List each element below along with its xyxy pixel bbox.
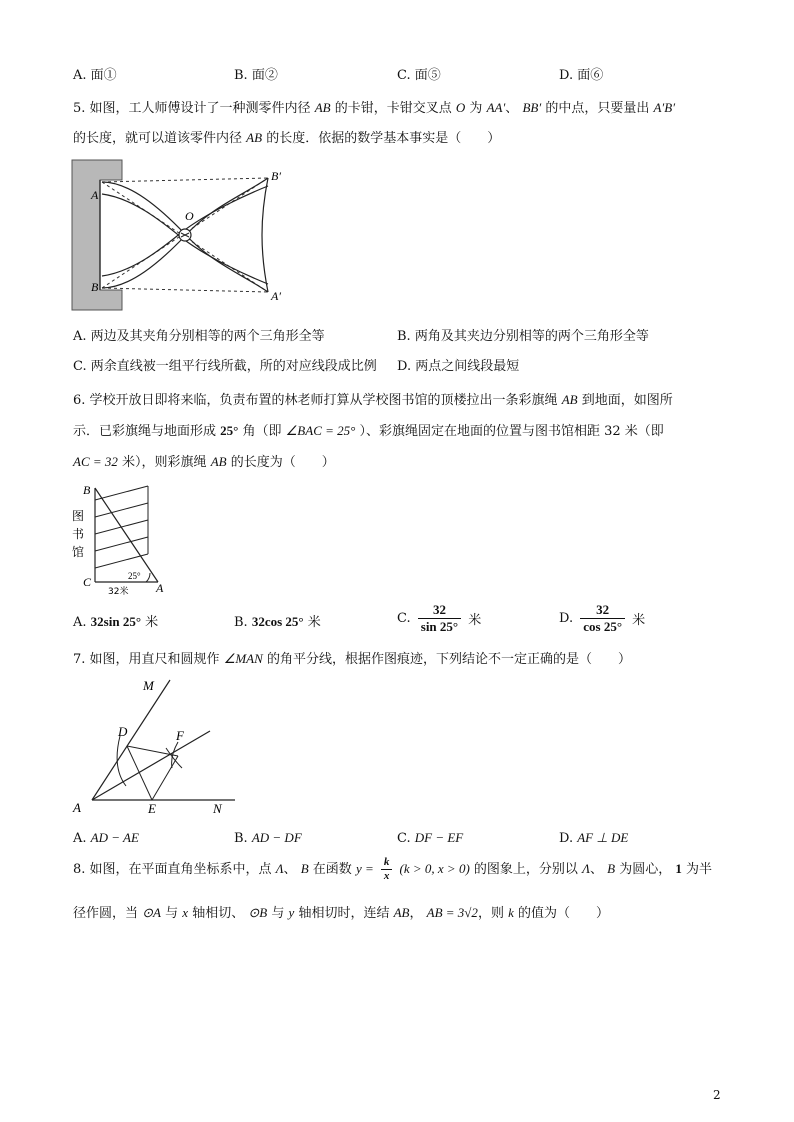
math: BB′ bbox=[522, 100, 542, 115]
hatch-2 bbox=[95, 503, 148, 517]
text: 为半 bbox=[685, 862, 712, 877]
hatch-4 bbox=[95, 537, 148, 551]
label-A-prime: A′ bbox=[271, 289, 281, 303]
math: B bbox=[607, 861, 616, 876]
angle-arc bbox=[146, 573, 150, 582]
unit: 米 bbox=[632, 613, 646, 628]
text: 的卡钳，卡钳交叉点 bbox=[334, 101, 452, 116]
label-D: D bbox=[118, 724, 128, 739]
label: D. bbox=[559, 831, 574, 846]
q6-option-c bbox=[397, 602, 481, 635]
text: 到地面，如图所 bbox=[581, 393, 673, 408]
q6-line-3 bbox=[73, 452, 335, 473]
hatch-5 bbox=[95, 554, 148, 568]
math: AD − AE bbox=[90, 830, 139, 845]
segment-DE bbox=[127, 746, 152, 800]
label: B. bbox=[234, 831, 248, 846]
label-A: A bbox=[73, 800, 81, 815]
fraction bbox=[418, 602, 461, 635]
text: 的值为（ ） bbox=[518, 906, 610, 921]
numerator: 32 bbox=[580, 602, 625, 619]
q5-option-d: D. 两点之间线段最短 bbox=[397, 359, 520, 374]
label-O: O bbox=[185, 209, 194, 223]
text: ， bbox=[409, 906, 423, 921]
q5-option-a: A. 两边及其夹角分别相等的两个三角形全等 bbox=[73, 329, 325, 344]
label-angle: 25° bbox=[128, 571, 141, 581]
text: 米），则彩旗绳 bbox=[122, 455, 207, 470]
label-B: B bbox=[83, 483, 91, 497]
label: C. bbox=[397, 831, 411, 846]
q7-option-b bbox=[234, 828, 302, 849]
math: ⊙B bbox=[248, 905, 268, 920]
math: AD − DF bbox=[251, 830, 302, 845]
q6-option-b bbox=[234, 612, 321, 633]
text: 5. 如图，工人师傅设计了一种测零件内径 bbox=[73, 101, 311, 116]
denominator: sin 25° bbox=[420, 619, 459, 634]
label-distance: 32米 bbox=[108, 587, 129, 597]
q7-option-d bbox=[559, 828, 628, 849]
numerator: 32 bbox=[418, 602, 461, 619]
q7-bisector-figure bbox=[70, 676, 250, 816]
q8-line-1 bbox=[73, 856, 712, 883]
label-B-prime: B′ bbox=[271, 169, 281, 183]
text: 轴相切、 bbox=[192, 906, 245, 921]
label-E: E bbox=[148, 801, 156, 816]
math: Λ bbox=[582, 861, 590, 876]
text: 的中点，只要量出 bbox=[545, 101, 650, 116]
text: 的角平分线，根据作图痕迹，下列结论不一定正确的是（ ） bbox=[266, 652, 631, 667]
label-lib-3: 馆 bbox=[72, 545, 85, 559]
q5-line-1 bbox=[73, 98, 675, 119]
math: AC = 32 bbox=[73, 454, 118, 469]
q6-line-1 bbox=[73, 390, 673, 411]
math: AB = 3√2 bbox=[426, 905, 478, 920]
text: ）、彩旗绳固定在地面的位置与图书馆相距 32 米（即 bbox=[359, 424, 664, 439]
math: AB bbox=[210, 454, 227, 469]
math: DF − EF bbox=[414, 830, 464, 845]
dashed-top bbox=[102, 178, 268, 182]
math: 32sin 25° bbox=[90, 614, 142, 629]
math: AF ⊥ DE bbox=[577, 830, 629, 845]
text: 的长度．依据的数学基本事实是（ ） bbox=[266, 131, 501, 146]
text: ，则 bbox=[477, 906, 504, 921]
text: 角（即 bbox=[242, 424, 282, 439]
q7-line-1 bbox=[73, 649, 631, 670]
label-lib-1: 图 bbox=[72, 509, 85, 523]
math: ∠BAC = 25° bbox=[285, 423, 356, 438]
unit: 米 bbox=[145, 615, 159, 630]
text: 在函数 bbox=[312, 862, 352, 877]
math: O bbox=[455, 100, 466, 115]
math: AB bbox=[393, 905, 410, 920]
label-N: N bbox=[213, 801, 222, 816]
label-C: C bbox=[83, 575, 92, 589]
text: 与 bbox=[271, 906, 285, 921]
text: 轴相切时，连结 bbox=[298, 906, 390, 921]
math: AA′ bbox=[486, 100, 506, 115]
math: y bbox=[288, 905, 295, 920]
text: 为 bbox=[469, 101, 483, 116]
q4-option-b: B. 面② bbox=[234, 68, 278, 83]
math: ∠MAN bbox=[223, 651, 263, 666]
unit: 米 bbox=[307, 615, 321, 630]
label: A. bbox=[73, 615, 87, 630]
text: 与 bbox=[165, 906, 179, 921]
math: B bbox=[300, 861, 309, 876]
q7-option-c bbox=[397, 828, 463, 849]
q6-line-2 bbox=[73, 421, 664, 442]
text: 为圆心， bbox=[619, 862, 672, 877]
text: 的长度为（ ） bbox=[230, 455, 335, 470]
math: k bbox=[508, 905, 514, 920]
ray-AM bbox=[92, 680, 170, 800]
text: 的长度，就可以道该零件内径 bbox=[73, 131, 243, 146]
hatch-3 bbox=[95, 520, 148, 534]
fraction bbox=[580, 602, 625, 635]
math: 32cos 25° bbox=[251, 614, 304, 629]
label: D. bbox=[559, 611, 574, 626]
dashed-bottom bbox=[102, 288, 268, 292]
math: Λ bbox=[275, 861, 284, 876]
q6-option-d bbox=[559, 602, 645, 635]
label-M: M bbox=[143, 678, 154, 693]
label-B: B bbox=[91, 280, 99, 294]
q5-option-c: C. 两余直线被一组平行线所截，所的对应线段成比例 bbox=[73, 359, 377, 374]
q7-option-a bbox=[73, 828, 139, 849]
q5-caliper-figure bbox=[70, 158, 290, 318]
q5-option-b: B. 两角及其夹边分别相等的两个三角形全等 bbox=[397, 329, 649, 344]
math: (k > 0, x > 0) bbox=[399, 861, 470, 876]
denominator: x bbox=[383, 870, 390, 882]
label-A: A bbox=[156, 581, 164, 595]
q4-option-c: C. 面⑤ bbox=[397, 68, 441, 83]
text: 示．已彩旗绳与地面形成 bbox=[73, 424, 217, 439]
bisector-AF bbox=[92, 731, 210, 800]
q6-library-figure bbox=[70, 480, 180, 600]
math: AB bbox=[561, 392, 578, 407]
jaw-right bbox=[262, 178, 268, 292]
q6-option-a bbox=[73, 612, 158, 633]
q4-option-a: A. 面① bbox=[73, 68, 117, 83]
text: 、 bbox=[589, 862, 603, 877]
text: 8. 如图，在平面直角坐标系中，点 bbox=[73, 862, 272, 877]
text: 、 bbox=[283, 862, 297, 877]
label-A: A bbox=[91, 188, 99, 202]
rope-AB bbox=[95, 488, 158, 582]
fraction bbox=[381, 856, 393, 883]
label: A. bbox=[73, 831, 87, 846]
unit: 米 bbox=[468, 613, 482, 628]
arc-A bbox=[117, 736, 126, 786]
q5-line-2 bbox=[73, 128, 500, 149]
denominator: cos 25° bbox=[583, 619, 623, 634]
math: AB bbox=[314, 100, 331, 115]
text: 6. 学校开放日即将来临，负责布置的林老师打算从学校图书馆的顶楼拉出一条彩旗绳 bbox=[73, 393, 558, 408]
math: AB bbox=[246, 130, 263, 145]
q8-line-2 bbox=[73, 903, 609, 924]
text: 7. 如图，用直尺和圆规作 bbox=[73, 652, 220, 667]
math: ⊙A bbox=[142, 905, 161, 920]
hatch-1 bbox=[95, 486, 148, 500]
math: 1 bbox=[675, 861, 682, 876]
label: C. bbox=[397, 611, 411, 626]
math: 25° bbox=[220, 423, 239, 438]
page-number: 2 bbox=[713, 1088, 721, 1102]
math: x bbox=[182, 905, 189, 920]
math: A′B′ bbox=[653, 100, 676, 115]
q4-option-d: D. 面⑥ bbox=[559, 68, 604, 83]
label-lib-2: 书 bbox=[72, 527, 85, 541]
math: y = bbox=[355, 861, 374, 876]
label: B. bbox=[234, 615, 248, 630]
text: 、 bbox=[505, 101, 519, 116]
label-F: F bbox=[176, 728, 184, 743]
text: 的图象上，分别以 bbox=[473, 862, 578, 877]
numerator: k bbox=[381, 856, 393, 870]
text: 径作圆，当 bbox=[73, 906, 139, 921]
